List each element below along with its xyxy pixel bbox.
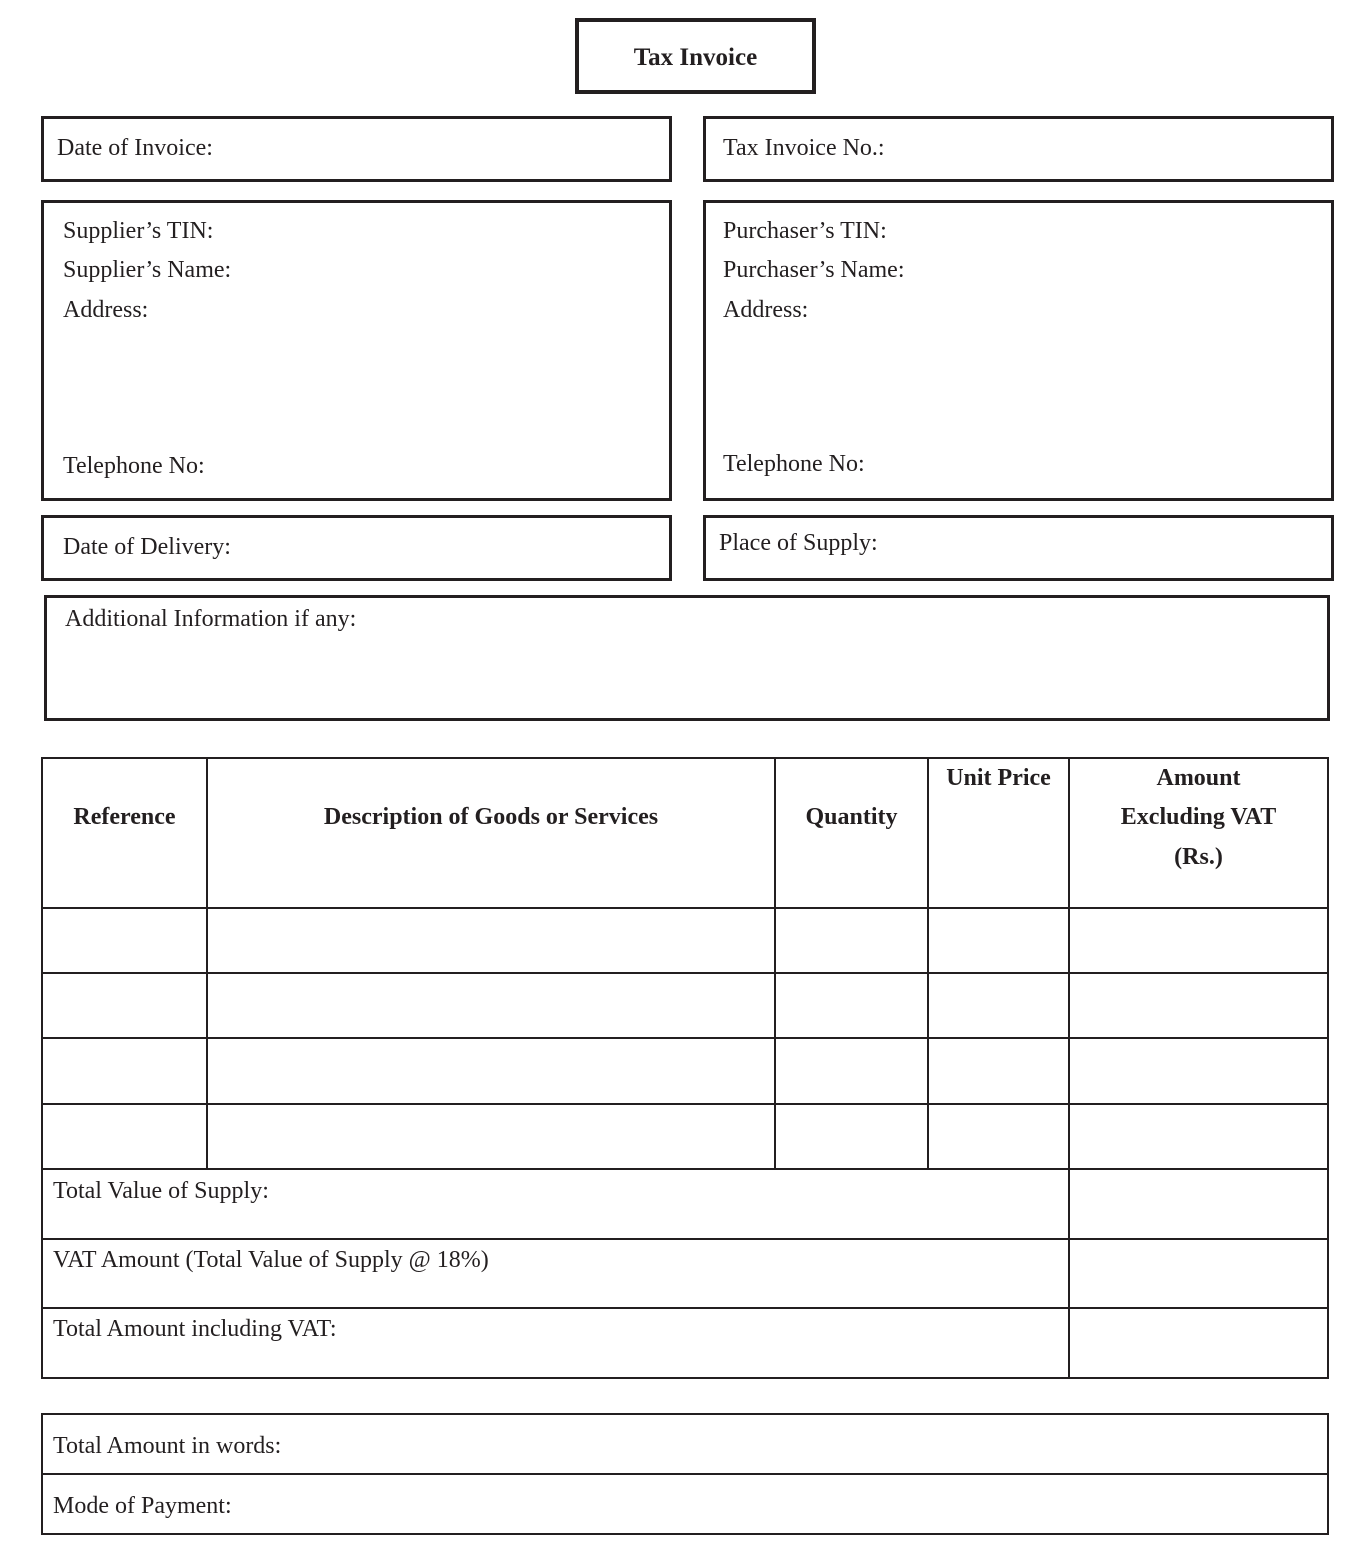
- table-row-cell-description[interactable]: [208, 1039, 774, 1103]
- header-amount-line2: Excluding VAT: [1120, 804, 1277, 830]
- additional-info-field[interactable]: [44, 595, 1330, 721]
- supplier-address-label: Address:: [63, 297, 149, 323]
- table-row-cell-amount[interactable]: [1070, 1105, 1327, 1168]
- table-row-cell-description[interactable]: [208, 1105, 774, 1168]
- total-value-of-supply-label: Total Value of Supply:: [53, 1178, 269, 1204]
- table-row-cell-amount[interactable]: [1070, 1039, 1327, 1103]
- vat-amount-value[interactable]: [1070, 1240, 1327, 1307]
- total-including-vat-label: Total Amount including VAT:: [53, 1316, 337, 1342]
- purchaser-address-label: Address:: [723, 297, 809, 323]
- header-amount-line3: (Rs.): [1174, 844, 1223, 870]
- date-of-delivery-label: Date of Delivery:: [63, 534, 231, 560]
- total-value-of-supply-value[interactable]: [1070, 1170, 1327, 1238]
- supplier-telephone-label: Telephone No:: [63, 453, 205, 479]
- table-row-cell-quantity[interactable]: [776, 974, 927, 1037]
- tax-invoice-no-label: Tax Invoice No.:: [723, 135, 885, 161]
- table-row-cell-reference[interactable]: [43, 1039, 206, 1103]
- items-table: [41, 757, 1329, 1379]
- table-row-cell-description[interactable]: [208, 909, 774, 972]
- supplier-name-label: Supplier’s Name:: [63, 257, 232, 283]
- mode-of-payment-field[interactable]: [43, 1475, 1327, 1533]
- place-of-supply-field[interactable]: [703, 515, 1334, 581]
- header-quantity: Quantity: [805, 804, 898, 830]
- total-including-vat-value[interactable]: [1070, 1309, 1327, 1377]
- table-row-cell-reference[interactable]: [43, 974, 206, 1037]
- purchaser-name-label: Purchaser’s Name:: [723, 257, 905, 283]
- amount-in-words-field[interactable]: [43, 1415, 1327, 1473]
- header-description: Description of Goods or Services: [323, 804, 659, 830]
- table-row-cell-unit-price[interactable]: [929, 1039, 1068, 1103]
- table-row-cell-unit-price[interactable]: [929, 909, 1068, 972]
- tax-invoice-no-field[interactable]: [703, 116, 1334, 182]
- payment-details-box: [41, 1413, 1329, 1535]
- table-row-cell-unit-price[interactable]: [929, 974, 1068, 1037]
- header-unit-price: Unit Price: [946, 765, 1051, 791]
- place-of-supply-label: Place of Supply:: [719, 530, 878, 556]
- page-title: Tax Invoice: [633, 44, 758, 71]
- purchaser-tin-label: Purchaser’s TIN:: [723, 218, 887, 244]
- header-amount-line1: Amount: [1156, 765, 1241, 791]
- additional-info-label: Additional Information if any:: [65, 606, 357, 632]
- purchaser-telephone-label: Telephone No:: [723, 451, 865, 477]
- date-of-delivery-field[interactable]: [41, 515, 672, 581]
- table-row-cell-amount[interactable]: [1070, 974, 1327, 1037]
- table-row-cell-unit-price[interactable]: [929, 1105, 1068, 1168]
- supplier-tin-label: Supplier’s TIN:: [63, 218, 214, 244]
- table-row-cell-quantity[interactable]: [776, 1105, 927, 1168]
- table-row-cell-reference[interactable]: [43, 909, 206, 972]
- date-of-invoice-field[interactable]: [41, 116, 672, 182]
- purchaser-block[interactable]: [703, 200, 1334, 501]
- title-box: [575, 18, 816, 94]
- table-row-cell-quantity[interactable]: [776, 909, 927, 972]
- mode-of-payment-label: Mode of Payment:: [53, 1493, 232, 1519]
- amount-in-words-label: Total Amount in words:: [53, 1433, 282, 1459]
- table-row-cell-quantity[interactable]: [776, 1039, 927, 1103]
- table-row-cell-amount[interactable]: [1070, 909, 1327, 972]
- header-reference: Reference: [73, 804, 176, 830]
- supplier-block[interactable]: [41, 200, 672, 501]
- table-row-cell-description[interactable]: [208, 974, 774, 1037]
- date-of-invoice-label: Date of Invoice:: [57, 135, 213, 161]
- table-row-cell-reference[interactable]: [43, 1105, 206, 1168]
- vat-amount-label: VAT Amount (Total Value of Supply @ 18%): [53, 1247, 489, 1273]
